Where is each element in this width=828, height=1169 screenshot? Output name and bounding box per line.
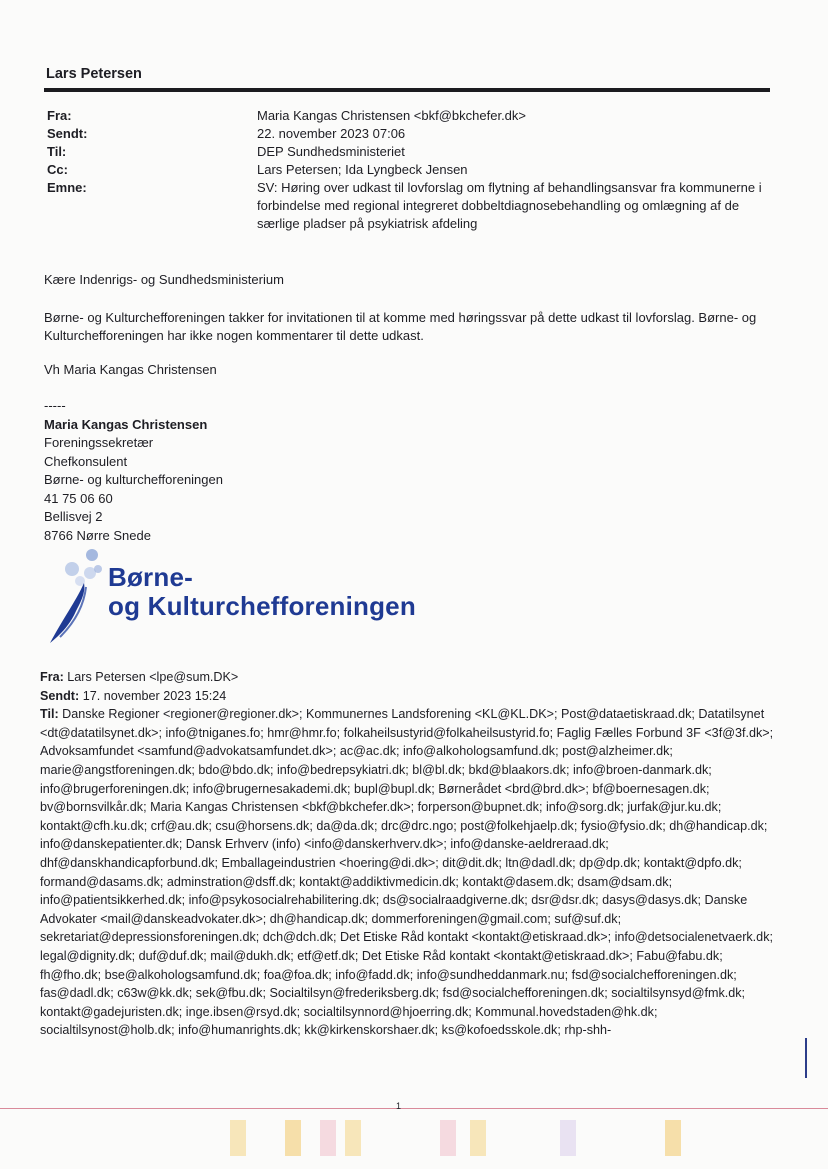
scan-artifact [320, 1120, 336, 1156]
closing-line: Vh Maria Kangas Christensen [44, 362, 217, 377]
signature-title-2: Chefkonsulent [44, 453, 128, 469]
footer-divider [0, 1108, 828, 1109]
header-cc-row [47, 161, 468, 179]
header-to-value: DEP Sundhedsministeriet [257, 144, 405, 159]
logo-line-2: og Kulturchefforeningen [108, 591, 416, 621]
signature-organisation: Børne- og kulturchefforeningen [44, 472, 223, 487]
scan-artifact [345, 1120, 361, 1156]
forwarded-sent-value: 17. november 2023 15:24 [82, 688, 227, 703]
scan-artifact [440, 1120, 456, 1156]
signature-city: 8766 Nørre Snede [44, 527, 151, 543]
header-to-label: Til: [47, 144, 67, 159]
signature-phone: 41 75 06 60 [44, 490, 113, 506]
header-from-value: Maria Kangas Christensen <bkf@bkchefer.dk> [257, 108, 527, 123]
forwarded-to-value: Danske Regioner <regioner@regioner.dk>; Kommunernes Landsforening <KL@KL.DK>; Post@dataetiskraad.dk; Datatilsynet <dt@datatilsynet.dk>; info@tniganes.fo; hmr@hmr.fo; folkaheilsustyrid@folkaheilsustyrid.fo; Faglig Fælles Forbund 3F <3f@3f.dk>; Advoksamfundet <samfund@advokatsamfundet.dk>; ac@ac.dk; info@alkohologsamfund.dk; post@alzheimer.dk; marie@angstforeningen.dk; bdo@bdo.dk; info@bedrepsykiatri.dk; bl@bl.dk; bkd@blaakors.dk; info@broen-danmark.dk; info@brugerforeningen.dk; info@brugernesakademi.dk; bupl@bupl.dk; Børnerådet <brd@brd.dk>; bf@boernesagen.dk; bv@bornsvilkår.dk; Maria Kangas Christensen <bkf@bkchefer.dk>; forperson@bupnet.dk; info@sorg.dk; jurfak@jur.ku.dk; kontakt@cfh.ku.dk; crf@au.dk; csu@horsens.dk; da@da.dk; drc@drc.ngo; post@folkehjaelp.dk; fysio@fysio.dk; dh@handicap.dk; info@danskepatienter.dk; Dansk Erhverv (info) <info@danskerhverv.dk>; info@danske-aeldreraad.dk; dhf@danskhandicapforbund.dk; Emballageindustrien <hoering@di.dk>; dit@dit.dk; ltn@dadl.dk; dp@dp.dk; kontakt@dpfo.dk; formand@dasams.dk; adminstration@dsff.dk; kontakt@addiktivmedicin.dk; kontakt@dasem.dk; dsam@dsam.dk; info@patientsikkerhed.dk; info@psykosocialrehabilitering.dk; ds@socialraadgiverne.dk; dsr@dsr.dk; dasys@dasys.dk; Danske Advokater <mail@danskeadvokater.dk>; dh@handicap.dk; dommerforeningen@gmail.com; suf@suf.dk; sekretariat@depressionsforeningen.dk; dch@dch.dk; Det Etiske Råd kontakt <kontakt@etiskraad.dk>; info@detsocialenetvaerk.dk; legal@dignity.dk; duf@duf.dk; mail@dukh.dk; etf@etf.dk; Det Etiske Råd kontakt <kontakt@etiskraad.dk>; Fabu@fabu.dk; fh@fho.dk; bse@alkohologsamfund.dk; foa@foa.dk; info@fadd.dk; info@sundheddanmark.nu; fsd@socialchefforeningen.dk; fas@dadl.dk; c63w@kk.dk; sek@fbu.dk; Socialtilsyn@frederiksberg.dk; fsd@socialchefforeningen.dk; socialtilsynsyd@fmk.dk; kontakt@gadejuristen.dk; inge.ibsen@rsyd.dk; socialtilsynnord@hjoerring.dk; Kommunal.hovedstaden@hk.dk; socialtilsynost@holb.dk; info@humanrights.dk; kk@kirkenskorshaer.dk; ks@kofoedsskole.dk; rhp-shh- [40, 707, 774, 1038]
forwarded-to-row [40, 705, 780, 1040]
signature-street: Bellisvej 2 [44, 509, 103, 524]
header-subject-row [47, 179, 762, 231]
header-subject-label: Emne: [47, 180, 87, 195]
forwarded-sent-row [40, 687, 780, 706]
scan-artifact [665, 1120, 681, 1156]
signature-block [44, 397, 223, 545]
signature-title-1: Foreningssekretær [44, 435, 154, 450]
greeting: Kære Indenrigs- og Sundhedsministerium [44, 272, 284, 287]
forwarded-from-value: Lars Petersen <lpe@sum.DK> [67, 670, 239, 684]
forwarded-message [40, 668, 780, 1040]
header-cc-value: Lars Petersen; Ida Lyngbeck Jensen [257, 162, 468, 177]
scan-artifact [285, 1120, 301, 1156]
forwarded-from-label: Fra: [40, 670, 64, 684]
header-subject-value: SV: Høring over udkast til lovforslag om flytning af behandlingsansvar fra kommunerne i forbindelse med regional integreret dobbeltdiagnosebehandling og omlægning af de særlige pladser på psykiatrisk afdeling [257, 180, 762, 231]
scan-margin-mark [805, 1038, 807, 1078]
signature-name: Maria Kangas Christensen [44, 416, 208, 432]
header-to-row [47, 143, 405, 161]
scan-artifact [560, 1120, 576, 1156]
header-cc-label: Cc: [47, 162, 68, 177]
forwarded-sent-label: Sendt: [40, 688, 80, 703]
logo-line-1: Børne- [108, 562, 193, 592]
signature-separator: ----- [44, 398, 66, 413]
header-divider [44, 88, 770, 92]
logo-figure-icon [40, 545, 110, 650]
scan-artifact [230, 1120, 246, 1156]
header-from-label: Fra: [47, 108, 72, 123]
page-number: 1 [396, 1101, 402, 1111]
organisation-logo [40, 545, 460, 650]
header-sent-label: Sendt: [47, 126, 88, 141]
logo-wordmark [108, 563, 416, 621]
header-from-row [47, 107, 527, 125]
body-paragraph: Børne- og Kulturchefforeningen takker for invitationen til at komme med høringssvar på dette udkast til lovforslag. Børne- og Kulturchefforeningen har ikke nogen kommentarer til dette udkast. [44, 310, 757, 343]
mailbox-owner-name: Lars Petersen [46, 66, 142, 82]
header-sent-value: 22. november 2023 07:06 [257, 126, 406, 141]
header-sent-row [47, 125, 406, 143]
scan-artifact [470, 1120, 486, 1156]
forwarded-to-label: Til: [40, 707, 59, 722]
forwarded-from-row [40, 668, 780, 687]
